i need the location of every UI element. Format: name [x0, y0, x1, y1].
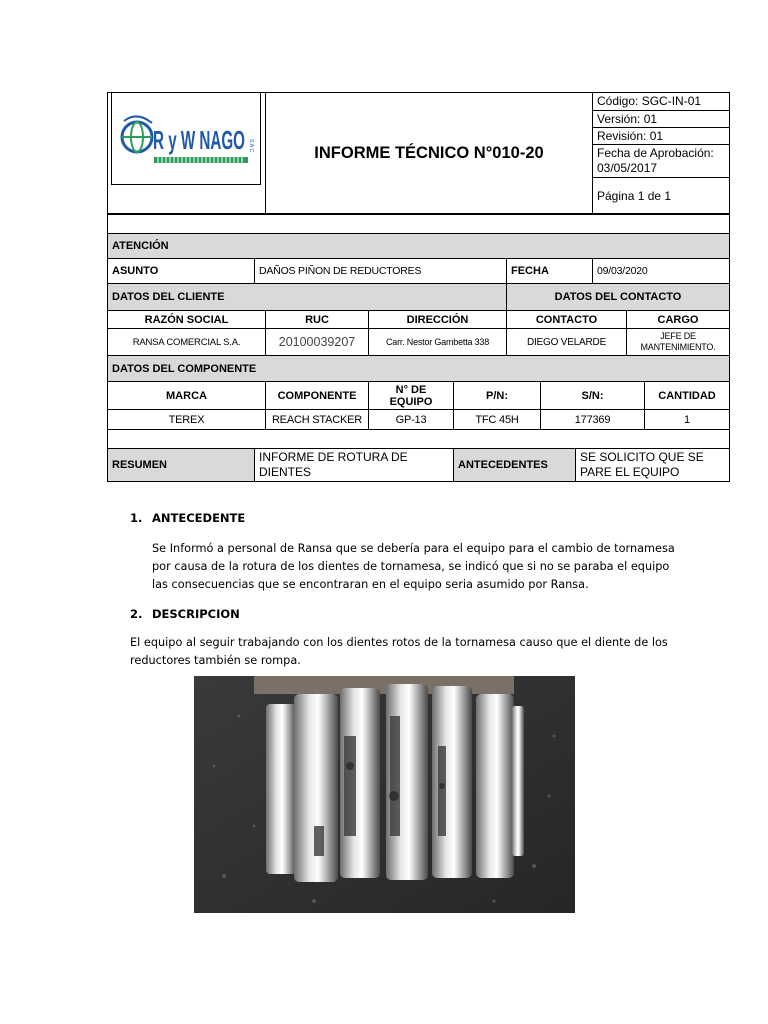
header-n-equipo: N° DE EQUIPO	[368, 381, 454, 410]
value-pn: TFC 45H	[453, 409, 541, 430]
resumen-label: RESUMEN	[107, 448, 255, 482]
svg-text:R y W NAGO: R y W NAGO	[153, 125, 245, 155]
section-1-line-2: por causa de la rotura de los dientes de tornamesa, se indicó que si no se paraba el equipo	[152, 560, 670, 573]
value-componente: REACH STACKER	[265, 409, 369, 430]
section-1-number: 1.	[130, 511, 143, 525]
header-ruc: RUC	[265, 310, 369, 329]
header-razon-social: RAZÓN SOCIAL	[107, 310, 266, 329]
value-marca: TEREX	[107, 409, 266, 430]
blank-row	[107, 214, 730, 234]
section-2-line-1: El equipo al seguir trabajando con los dientes rotos de la tornamesa causo que el diente de los	[130, 636, 668, 649]
asunto-label: ASUNTO	[107, 258, 255, 284]
header-contacto: CONTACTO	[506, 310, 627, 329]
report-title: INFORME TÉCNICO N°010-20	[314, 143, 544, 162]
doc-page: Página 1 de 1	[597, 189, 672, 203]
value-sn: 177369	[540, 409, 645, 430]
header-sn: S/N:	[540, 381, 645, 410]
section-2-number: 2.	[130, 607, 143, 621]
datos-contacto-label: DATOS DEL CONTACTO	[506, 283, 730, 311]
header-marca: MARCA	[107, 381, 266, 410]
header-pn: P/N:	[453, 381, 541, 410]
header-cantidad: CANTIDAD	[644, 381, 730, 410]
value-cantidad: 1	[644, 409, 730, 430]
value-razon-social: RANSA COMERCIAL S.A.	[107, 328, 266, 356]
fecha-value: 09/03/2020	[592, 258, 730, 284]
resumen-value: INFORME DE ROTURA DE DIENTES	[254, 448, 454, 482]
datos-cliente-label: DATOS DEL CLIENTE	[107, 283, 507, 311]
atencion-row: ATENCIÓN	[107, 233, 730, 259]
blank-row-2	[107, 429, 730, 449]
header-direccion: DIRECCIÓN	[368, 310, 507, 329]
value-ruc: 20100039207	[265, 328, 369, 356]
value-contacto: DIEGO VELARDE	[506, 328, 627, 356]
antecedentes-label: ANTECEDENTES	[453, 448, 576, 482]
value-direccion: Carr. Nestor Gambetta 338	[368, 328, 507, 356]
fecha-label: FECHA	[506, 258, 593, 284]
doc-revision: Revisión: 01	[593, 128, 730, 145]
company-logo	[112, 93, 260, 184]
gear-damage-photo	[194, 676, 575, 913]
datos-componente-label: DATOS DEL COMPONENTE	[107, 355, 730, 382]
header-componente: COMPONENTE	[265, 381, 369, 410]
logo-box	[111, 92, 261, 185]
value-cargo: JEFE DE MANTENIMIENTO.	[626, 328, 730, 356]
doc-version: Versión: 01	[593, 111, 730, 128]
section-1-title: ANTECEDENTE	[152, 511, 246, 525]
section-2-title: DESCRIPCION	[152, 607, 240, 621]
asunto-value: DAÑOS PIÑON DE REDUCTORES	[254, 258, 507, 284]
value-n-equipo: GP-13	[368, 409, 454, 430]
header-cargo: CARGO	[626, 310, 730, 329]
doc-code: Código: SGC-IN-01	[593, 92, 730, 111]
section-1-line-1: Se Informó a personal de Ransa que se debería para el equipo para el cambio de tornamesa	[152, 542, 675, 555]
doc-approval-date: Fecha de Aprobación: 03/05/2017	[593, 145, 730, 178]
svg-text:S.A.C.: S.A.C.	[248, 139, 254, 154]
section-1-line-3: las consecuencias que se encontraran en el equipo seria asumido por Ransa.	[152, 578, 589, 591]
section-2-line-2: reductores también se rompa.	[130, 654, 301, 667]
antecedentes-value: SE SOLICITO QUE SE PARE EL EQUIPO	[575, 448, 730, 482]
